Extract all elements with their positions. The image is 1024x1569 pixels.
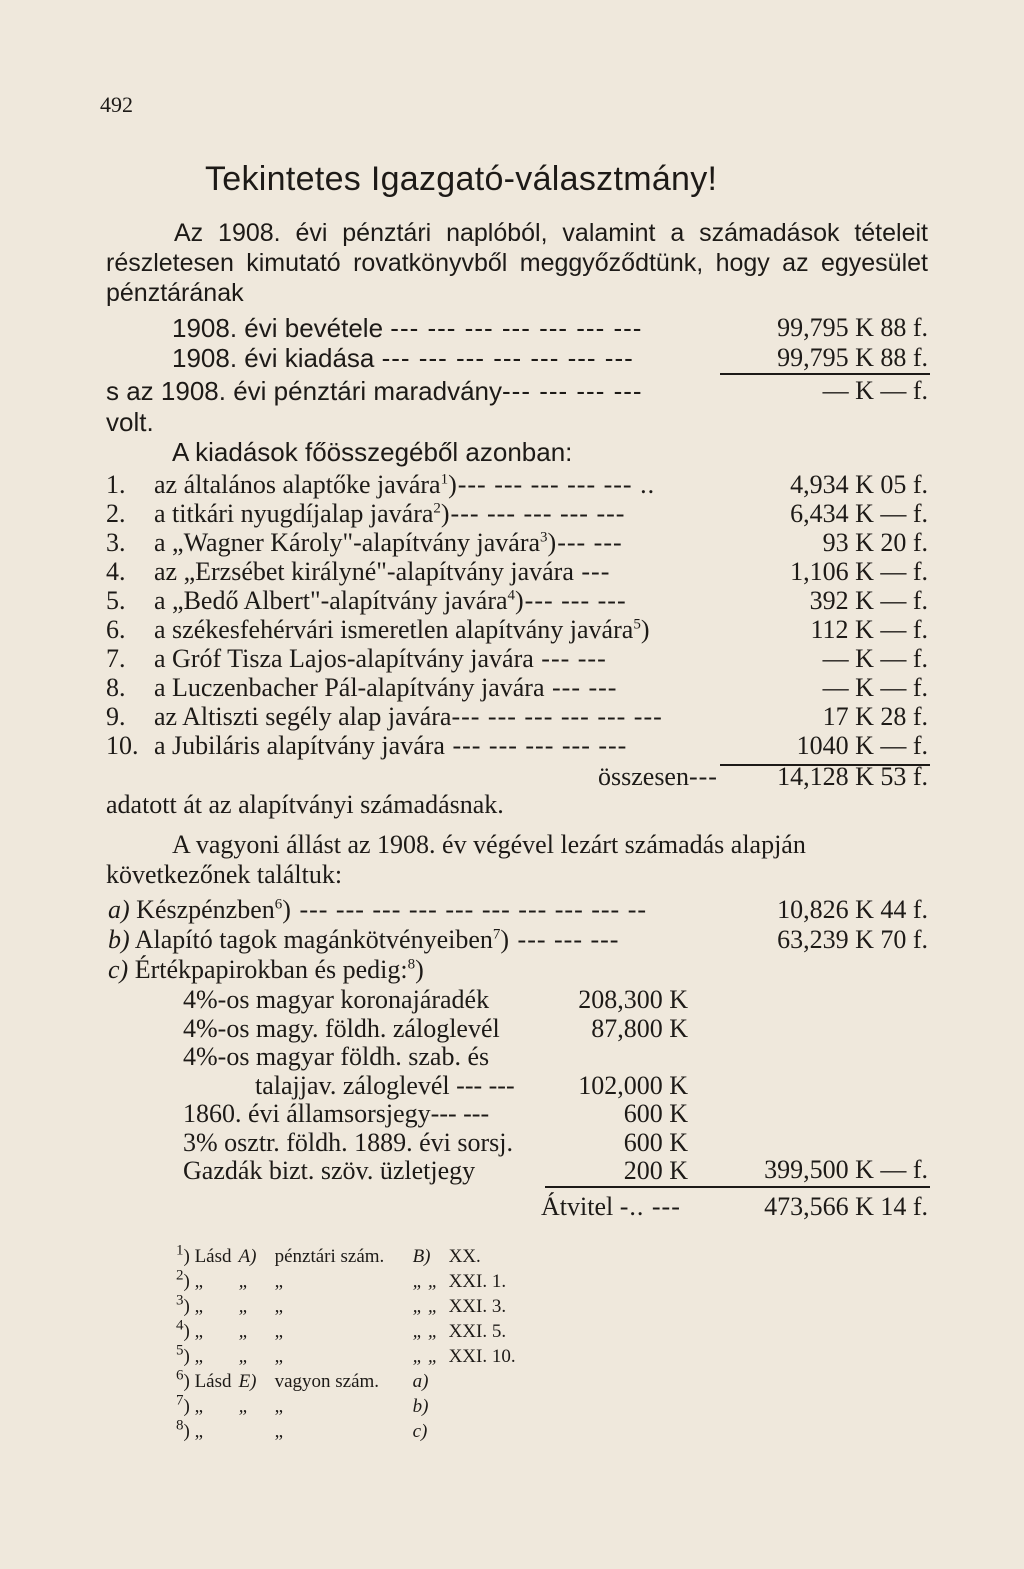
footnote-text: „ — [194, 1421, 204, 1442]
expense-item — [106, 586, 627, 616]
security-value: 200 K — [623, 1156, 688, 1185]
footnote-text: „ — [194, 1321, 204, 1342]
footnote-rest: „ — [274, 1321, 284, 1342]
item-number: 1. — [106, 470, 126, 499]
footnote-number: XXI. 5. — [448, 1321, 507, 1342]
footnote-number: XXI. 1. — [448, 1271, 507, 1292]
volt-text: volt. — [106, 407, 154, 437]
expense-amount: 99,795 K 88 f. — [777, 343, 928, 372]
item-text: a Luczenbacher Pál-alapítvány javára — [154, 673, 545, 702]
expense-item — [106, 702, 663, 732]
footnote: $^4$) „ „ „ „ „ XXI. 5. — [176, 1317, 507, 1342]
balance-label: s az 1908. évi pénztári maradvány--- --- --- --- — [106, 376, 643, 406]
asset-a: a) Készpénzben$^6$) --- --- --- --- --- --- --- --- --- -- — [108, 895, 648, 924]
item-footnote-mark: 3 — [540, 529, 548, 546]
item-text: a Jubiláris alapítvány javára — [154, 731, 445, 760]
security-name: 4%-os magyar koronajáradék — [183, 985, 490, 1014]
item-number: 4. — [106, 557, 126, 586]
item-amount: 6,434 K — f. — [790, 499, 928, 528]
footnote-ref2: „ „ — [412, 1346, 439, 1367]
item-amount: 1,106 K — f. — [790, 557, 928, 586]
footnote-rest: „ — [274, 1421, 284, 1442]
assets-intro-2: következőnek találtuk: — [106, 860, 343, 889]
footnote-rest: „ — [274, 1396, 284, 1417]
sum-rule — [720, 373, 930, 375]
expense-item — [106, 673, 617, 703]
footnote-rest: pénztári szám. — [274, 1246, 385, 1267]
footnote-text: „ — [194, 1271, 204, 1292]
footnote: $^2$) „ „ „ „ „ XXI. 1. — [176, 1267, 507, 1292]
footnote-rest: „ — [274, 1296, 284, 1317]
asset-c: c) Értékpapirokban és pedig:$^8$) — [108, 955, 424, 984]
footnote-number: XX. — [448, 1246, 481, 1267]
expense-item — [106, 499, 625, 529]
security-value: 208,300 K — [578, 985, 688, 1014]
footnote: $^7$) „ „ „ b) — [176, 1395, 449, 1419]
page-title: Tekintetes Igazgató-választmány! — [205, 160, 718, 198]
expense-item — [106, 615, 650, 645]
item-dots: --- --- — [544, 673, 618, 702]
footnote-mark: 8 — [176, 1417, 184, 1434]
footnote: $^8$) „ „ c) — [176, 1420, 449, 1444]
item-text: az „Erzsébet királyné"-alapítvány javára — [154, 557, 574, 586]
item-number: 3. — [106, 528, 126, 557]
item-amount: 17 K 28 f. — [822, 702, 928, 731]
carryover-amount: 473,566 K 14 f. — [764, 1192, 928, 1221]
item-text: a „Bedő Albert"-alapítvány javára — [154, 586, 508, 615]
footnote-text: „ — [194, 1346, 204, 1367]
footnote-rest: „ — [274, 1346, 284, 1367]
security-name: 1860. évi államsorsjegy--- --- — [183, 1099, 490, 1128]
security-value: 600 K — [623, 1127, 688, 1157]
footnote-text: „ — [194, 1296, 204, 1317]
item-amount: 112 K — f. — [810, 615, 928, 644]
item-footnote-mark: 2 — [433, 500, 441, 517]
footnote-number: XXI. 3. — [448, 1296, 507, 1317]
security-name: Gazdák bizt. szöv. üzletjegy — [183, 1156, 476, 1185]
footnote-mark: 1 — [176, 1242, 184, 1259]
security-value: 87,800 K — [591, 1013, 688, 1043]
expenses-intro: A kiadások főösszegéből azonban: — [172, 437, 573, 467]
footnote-rest: vagyon szám. — [274, 1371, 380, 1392]
footnote-rest: „ — [274, 1271, 284, 1292]
item-dots: )--- --- --- — [515, 586, 627, 615]
footnote-mark: 2 — [176, 1267, 184, 1284]
item-number: 9. — [106, 702, 126, 731]
footnote: $^5$) „ „ „ „ „ XXI. 10. — [176, 1342, 516, 1367]
footnote: $^6$) Lásd E) vagyon szám. a) — [176, 1370, 449, 1394]
footnote-ref2: „ „ — [412, 1271, 439, 1292]
item-dots: )--- --- --- --- --- — [440, 499, 626, 528]
securities-total: 399,500 K — f. — [764, 1155, 928, 1184]
item-text: a „Wagner Károly"-alapítvány javára — [154, 528, 541, 557]
footnote-mark: 4 — [176, 1317, 184, 1334]
footnote-ref2: B) — [412, 1246, 431, 1267]
item-amount: 4,934 K 05 f. — [790, 470, 928, 499]
security-name: 3% osztr. földh. 1889. évi sorsj. — [183, 1127, 514, 1157]
item-dots: ) — [640, 615, 651, 644]
item-footnote-mark: 1 — [440, 471, 449, 488]
item-amount: — K — f. — [822, 644, 928, 673]
expense-label: 1908. évi kiadása --- --- --- --- --- --- --- — [172, 343, 634, 373]
item-amount: 392 K — f. — [809, 586, 928, 615]
footnote-ref2: c) — [412, 1421, 428, 1442]
page-number: 492 — [100, 92, 133, 117]
expense-item — [106, 557, 610, 587]
total-amount: 14,128 K 53 f. — [777, 762, 928, 791]
item-footnote-mark: 4 — [507, 587, 516, 604]
footnote: $^1$) Lásd A) pénztári szám. B) XX. — [176, 1242, 481, 1267]
item-amount: 93 K 20 f. — [822, 528, 928, 557]
footnote-ref: „ — [238, 1271, 250, 1292]
item-text: a székesfehérvári ismeretlen alapítvány javára — [154, 615, 634, 644]
footnote-ref: „ — [238, 1296, 250, 1317]
item-text: az általános alaptőke javára — [154, 470, 441, 499]
item-dots: --- — [573, 557, 611, 586]
footnote: $^3$) „ „ „ „ „ XXI. 3. — [176, 1292, 507, 1317]
footnote-ref: „ — [238, 1321, 250, 1342]
footnote-ref2: „ „ — [412, 1296, 439, 1317]
carryover-label: Átvitel -.. --- — [541, 1192, 681, 1221]
transferred-text: adatott át az alapítványi számadásnak. — [106, 790, 504, 819]
asset-b: b) Alapító tagok magánkötvényeiben$^7$) --- --- --- — [108, 925, 620, 954]
expense-item — [106, 731, 627, 761]
footnote-ref: E) — [238, 1371, 257, 1392]
intro-paragraph: Az 1908. évi pénztári naplóból, valamint a számadások tételeit részletesen kimutató rovatkönyvből meggyőződtünk, hogy az egyesület pénztárának — [106, 219, 928, 307]
security-name: 4%-os magyar földh. szab. és — [183, 1042, 490, 1071]
item-amount: — K — f. — [822, 673, 928, 702]
footnote-mark: 3 — [176, 1292, 184, 1309]
footnote-ref: A) — [238, 1246, 257, 1267]
asset-a-amount: 10,826 K 44 f. — [777, 895, 928, 924]
item-amount: 1040 K — f. — [796, 731, 928, 760]
security-name: talajjav. záloglevél --- --- — [255, 1070, 515, 1100]
footnote-text: „ — [194, 1396, 204, 1417]
item-text: a titkári nyugdíjalap javára — [154, 499, 434, 528]
footnote-mark: 5 — [176, 1342, 184, 1359]
footnote-ref2: a) — [412, 1371, 429, 1392]
item-dots: --- --- --- --- --- --- — [451, 702, 663, 731]
item-dots: )--- --- — [547, 528, 623, 557]
footnote-mark: 6 — [176, 1367, 184, 1384]
footnote-ref2: b) — [412, 1396, 429, 1417]
securities-rule — [545, 1186, 930, 1188]
footnote-text: Lásd — [194, 1246, 232, 1267]
expense-item — [106, 644, 607, 674]
item-number: 8. — [106, 673, 126, 702]
footnote-ref: „ — [238, 1346, 250, 1367]
item-dots: --- --- --- --- --- — [444, 731, 628, 760]
expense-item — [106, 470, 655, 500]
assets-intro-1: A vagyoni állást az 1908. év végével lezárt számadás alapján — [172, 830, 806, 859]
footnote-ref2: „ „ — [412, 1321, 439, 1342]
item-number: 7. — [106, 644, 126, 673]
item-number: 2. — [106, 499, 126, 528]
footnote-mark: 7 — [176, 1392, 184, 1409]
security-value: 102,000 K — [578, 1070, 688, 1100]
income-amount: 99,795 K 88 f. — [777, 313, 928, 342]
item-number: 6. — [106, 615, 126, 644]
security-value: 600 K — [623, 1099, 688, 1128]
item-number: 10. — [106, 731, 139, 760]
expense-item — [106, 528, 623, 558]
item-text: a Gróf Tisza Lajos-alapítvány javára — [154, 644, 534, 673]
footnote-ref: „ — [238, 1396, 250, 1417]
item-footnote-mark: 5 — [633, 616, 641, 633]
security-name: 4%-os magy. földh. záloglevél — [183, 1013, 500, 1043]
income-label: 1908. évi bevétele --- --- --- --- --- --- --- — [172, 313, 643, 343]
item-text: az Altiszti segély alap javára — [154, 702, 452, 731]
item-number: 5. — [106, 586, 126, 615]
asset-b-amount: 63,239 K 70 f. — [777, 925, 928, 954]
item-dots: --- --- — [533, 644, 607, 673]
item-dots: )--- --- --- --- --- .. — [448, 470, 656, 499]
footnote-number: XXI. 10. — [448, 1346, 516, 1367]
footnote-text: Lásd — [194, 1371, 232, 1392]
balance-amount: — K — f. — [822, 376, 928, 405]
total-label: összesen--- — [598, 762, 718, 791]
